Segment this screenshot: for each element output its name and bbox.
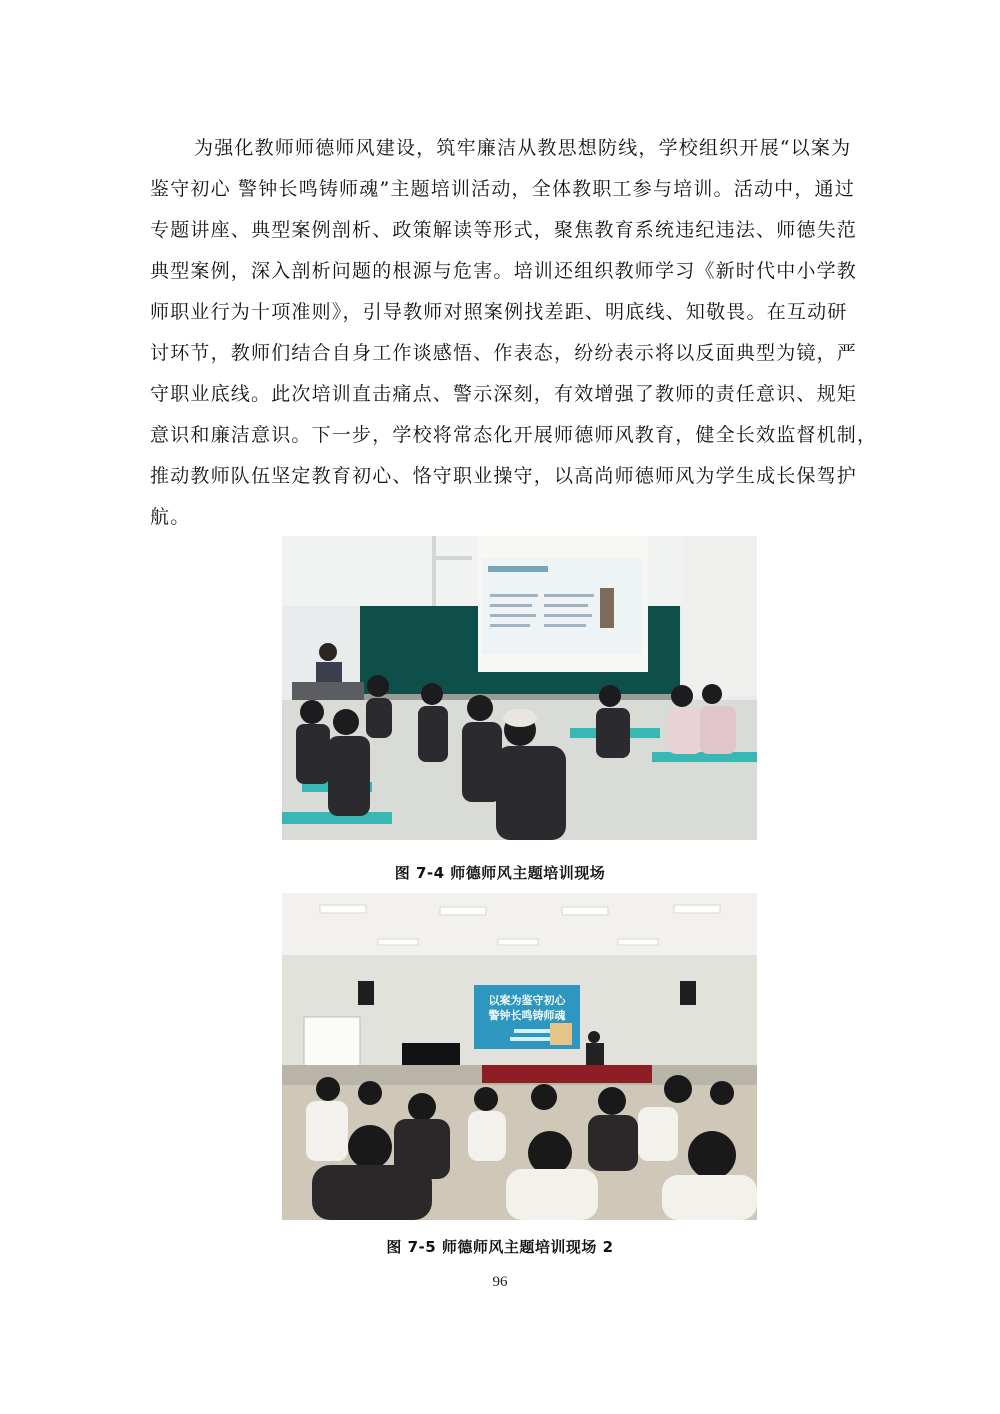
- paragraph-line: 航。: [150, 506, 191, 528]
- paragraph-line: 守职业底线。此次培训直击痛点、警示深刻，有效增强了教师的责任意识、规矩: [150, 383, 858, 405]
- screen-title-line1: 以案为鉴守初心: [488, 994, 566, 1007]
- body-paragraph: [150, 128, 878, 538]
- training-photo-auditorium: [282, 893, 757, 1220]
- page-number: 96: [492, 1274, 508, 1290]
- paragraph-line: 师职业行为十项准则》，引导教师对照案例找差距、明底线、知敬畏。在互动研: [150, 301, 848, 323]
- screen-title-line2: 警钟长鸣铸师魂: [488, 1009, 566, 1022]
- paragraph-line: 专题讲座、典型案例剖析、政策解读等形式，聚焦教育系统违纪违法、师德失范: [150, 219, 858, 241]
- paragraph-line: 典型案例，深入剖析问题的根源与危害。培训还组织教师学习《新时代中小学教: [150, 260, 858, 282]
- classroom-illustration: [282, 536, 757, 840]
- paragraph-line: 鉴守初心 警钟长鸣铸师魂”主题培训活动，全体教职工参与培训。活动中，通过: [150, 178, 855, 200]
- paragraph-line: 意识和廉洁意识。下一步，学校将常态化开展师德师风教育，健全长效监督机制，: [150, 424, 878, 446]
- figure-caption-7-5: 图 7-5 师德师风主题培训现场 2: [386, 1238, 614, 1256]
- figure-caption-7-4: 图 7-4 师德师风主题培训现场: [394, 864, 606, 882]
- auditorium-illustration: [282, 893, 757, 1220]
- paragraph-line: 讨环节，教师们结合自身工作谈感悟、作表态，纷纷表示将以反面典型为镜，严: [150, 342, 858, 364]
- paragraph-line: 为强化教师师德师风建设，筑牢廉洁从教思想防线，学校组织开展“以案为: [194, 137, 852, 159]
- paragraph-line: 推动教师队伍坚定教育初心、恪守职业操守，以高尚师德师风为学生成长保驾护: [150, 465, 858, 487]
- training-photo-classroom: [282, 536, 757, 840]
